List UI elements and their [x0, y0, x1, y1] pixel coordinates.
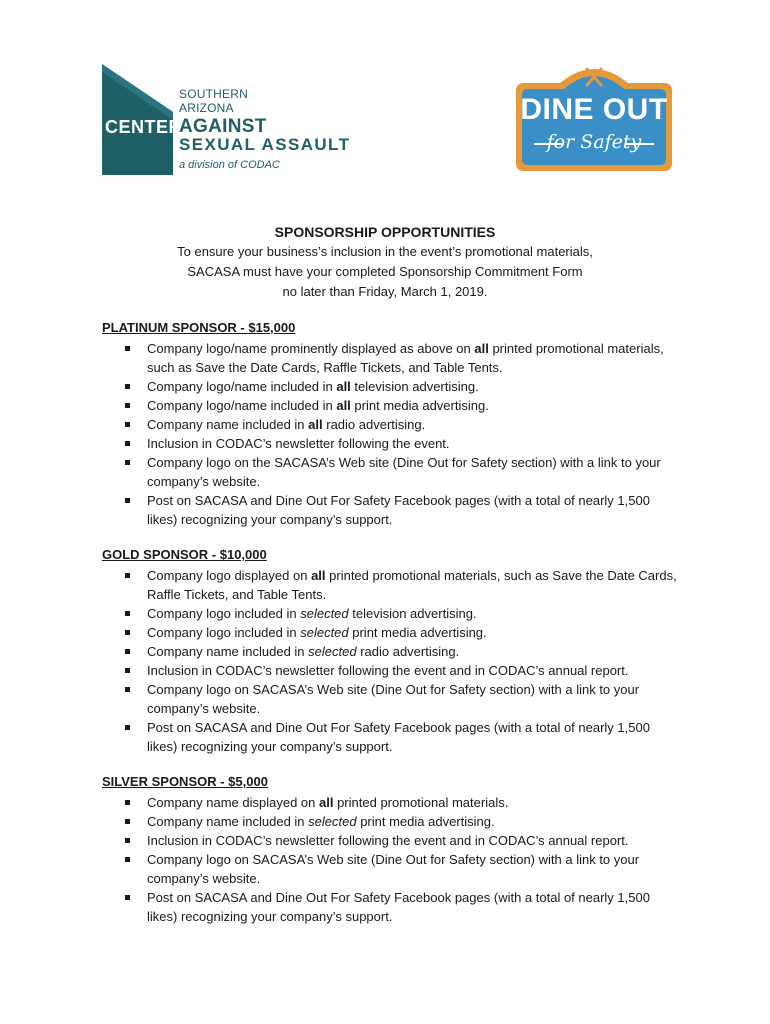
dine-out-text: DINE OUT	[520, 93, 668, 126]
dine-out-logo	[510, 55, 678, 173]
logo-southern-text: SOUTHERN	[179, 87, 248, 101]
silver-sponsor-title: SILVER SPONSOR - $5,000	[102, 774, 268, 789]
benefit-list-item: Company logo/name included in all print media advertising.	[122, 396, 682, 415]
page-title: SPONSORSHIP OPPORTUNITIES	[274, 224, 496, 240]
benefit-list-item: Company logo on SACASA’s Web site (Dine Out for Safety section) with a link to your company’s website.	[122, 850, 682, 888]
benefit-list-item: Inclusion in CODAC’s newsletter following the event.	[122, 434, 682, 453]
platinum-sponsor-title: PLATINUM SPONSOR - $15,000	[102, 320, 296, 335]
benefit-list-item: Company logo on the SACASA’s Web site (Dine Out for Safety section) with a link to your company’s website.	[122, 453, 682, 491]
benefit-list-item: Company name included in all radio advertising.	[122, 415, 682, 434]
logo-sexual-assault-text: SEXUAL ASSAULT	[179, 135, 351, 154]
for-safety-text: for Safety	[546, 131, 642, 153]
benefit-list-item: Post on SACASA and Dine Out For Safety Facebook pages (with a total of nearly 1,500 likes) recognizing your company’s support.	[122, 888, 682, 926]
benefit-list-item: Inclusion in CODAC’s newsletter following the event and in CODAC’s annual report.	[122, 661, 682, 680]
benefit-list-item: Company name included in selected print media advertising.	[122, 812, 682, 831]
logo-arizona-text: ARIZONA	[179, 101, 234, 115]
intro-line: To ensure your business’s inclusion in the event’s promotional materials,	[177, 244, 593, 259]
benefit-list-item: Post on SACASA and Dine Out For Safety Facebook pages (with a total of nearly 1,500 likes) recognizing your company’s support.	[122, 718, 682, 756]
logo-against-text: AGAINST	[179, 116, 267, 137]
benefit-list-item: Post on SACASA and Dine Out For Safety Facebook pages (with a total of nearly 1,500 likes) recognizing your company’s support.	[122, 491, 682, 529]
benefit-list-item: Company logo displayed on all printed promotional materials, such as Save the Date Cards, Raffle Tickets, and Table Tents.	[122, 566, 682, 604]
benefit-list-item: Company name displayed on all printed promotional materials.	[122, 793, 682, 812]
benefit-list-item: Company logo on SACASA’s Web site (Dine Out for Safety section) with a link to your company’s website.	[122, 680, 682, 718]
intro-line: SACASA must have your completed Sponsorship Commitment Form	[187, 264, 583, 279]
logo-center-text: CENTER	[105, 117, 183, 137]
intro-line: no later than Friday, March 1, 2019.	[282, 284, 488, 299]
benefit-list-item: Company logo included in selected television advertising.	[122, 604, 682, 623]
platinum-benefits-list	[122, 339, 682, 529]
benefit-list-item: Company name included in selected radio advertising.	[122, 642, 682, 661]
benefit-list-item: Company logo/name included in all television advertising.	[122, 377, 682, 396]
gold-sponsor-title: GOLD SPONSOR - $10,000	[102, 547, 267, 562]
benefit-list-item: Company logo included in selected print media advertising.	[122, 623, 682, 642]
intro-paragraph	[0, 242, 770, 302]
silver-benefits-list	[122, 793, 682, 926]
sacasa-logo	[100, 62, 350, 182]
benefit-list-item: Company logo/name prominently displayed as above on all printed promotional materials, such as Save the Date Cards, Raffle Tickets, and Table Tents.	[122, 339, 682, 377]
benefit-list-item: Inclusion in CODAC’s newsletter following the event and in CODAC’s annual report.	[122, 831, 682, 850]
gold-benefits-list	[122, 566, 682, 756]
logo-division-text: a division of CODAC	[179, 159, 280, 171]
